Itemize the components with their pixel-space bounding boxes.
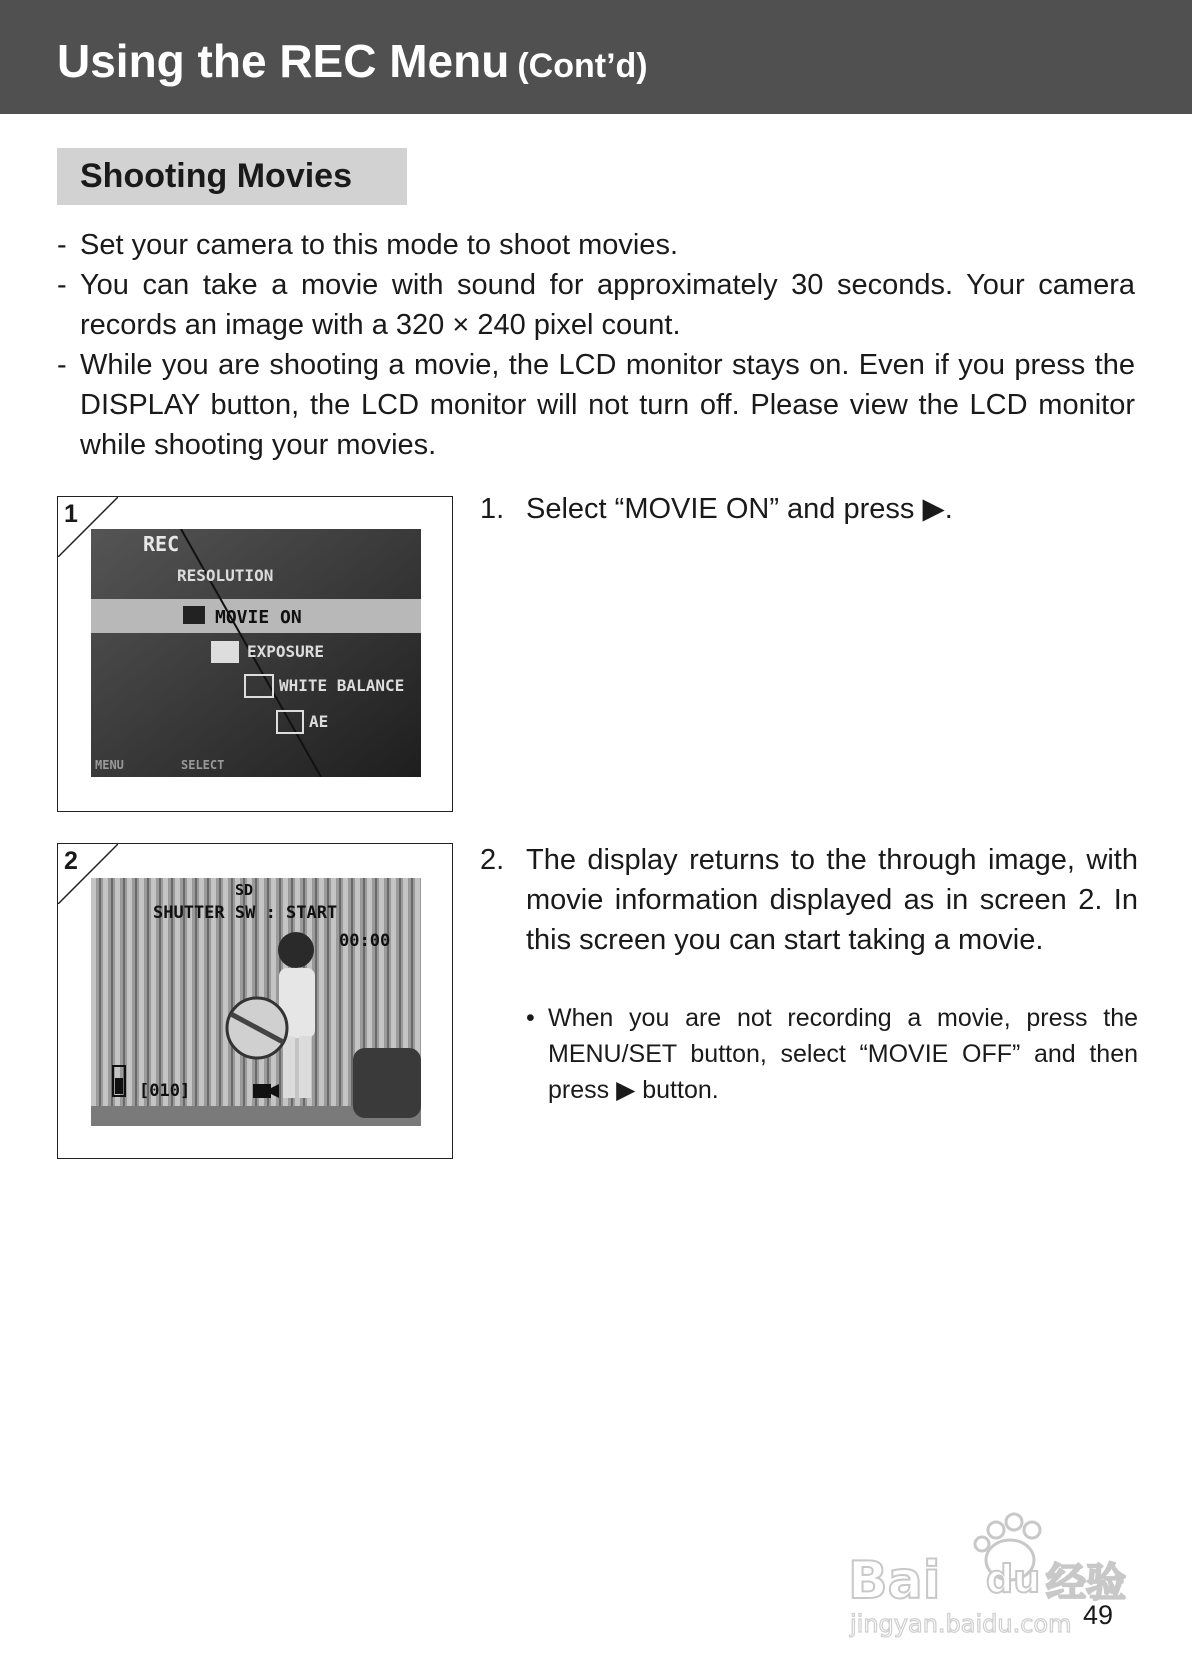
step-2-note-text: When you are not recording a movie, press the MENU/SET button, select “MOVIE OFF” and then press ▶ button.	[548, 1004, 1138, 1104]
screen-2-number: 2	[64, 847, 78, 875]
menu-item-exposure: EXPOSURE	[247, 642, 325, 661]
movie-icon	[183, 606, 205, 624]
step-2-number: 2.	[480, 844, 505, 876]
movie-through-image	[91, 878, 421, 1126]
page-title-main: Using the REC Menu	[57, 35, 510, 87]
storage-label: SD	[235, 881, 254, 899]
bullet-marker: •	[526, 1004, 535, 1032]
step-2-note	[526, 1000, 1138, 1108]
watermark-cn: 经验	[1046, 1560, 1126, 1606]
dash-marker: -	[57, 229, 67, 261]
shutter-instruction: SHUTTER SW : START	[153, 903, 338, 923]
menu-footer-left: MENU	[95, 758, 124, 772]
menu-title: REC	[143, 532, 180, 556]
sofa	[353, 1048, 421, 1118]
section-heading: Shooting Movies	[57, 148, 407, 205]
child-head	[278, 932, 314, 968]
menu-item-ae: AE	[309, 712, 329, 731]
child-leg-left	[283, 1036, 295, 1098]
battery-level	[115, 1078, 123, 1094]
movie-timer: 00:00	[339, 931, 391, 951]
dash-marker: -	[57, 269, 67, 301]
watermark-brand: Bai	[848, 1551, 941, 1611]
step-1-number: 1.	[480, 493, 505, 525]
menu-item-movie-on: MOVIE ON	[215, 607, 302, 628]
menu-item-resolution: RESOLUTION	[177, 566, 274, 585]
step-1-text: Select “MOVIE ON” and press ▶.	[526, 493, 953, 525]
child-leg-right	[299, 1036, 311, 1098]
step-1	[480, 489, 1138, 529]
screen-1-frame	[57, 496, 453, 812]
screen-1-lcd	[91, 529, 421, 777]
intro-item-text: While you are shooting a movie, the LCD monitor stays on. Even if you press the DISPLAY button, the LCD monitor will not turn off. Please view the LCD monitor while shooting your movies.	[80, 349, 1135, 461]
movie-camera-icon	[253, 1084, 271, 1098]
screen-2-lcd	[91, 878, 421, 1126]
frame-counter: [010]	[139, 1081, 191, 1101]
rec-menu-screen	[91, 529, 421, 777]
step-2	[480, 840, 1138, 960]
intro-item	[57, 225, 1135, 265]
page-title-sub: (Cont’d)	[517, 47, 648, 85]
intro-list	[57, 225, 1135, 465]
page-number: 49	[1083, 1600, 1114, 1630]
intro-item-text: You can take a movie with sound for approximately 30 seconds. Your camera records an image with a 320 × 240 pixel count.	[80, 269, 1135, 341]
intro-item	[57, 345, 1135, 465]
menu-item-white-balance: WHITE BALANCE	[279, 676, 405, 695]
page-title	[57, 35, 648, 87]
watermark-url: jingyan.baidu.com	[850, 1610, 1072, 1638]
dash-marker: -	[57, 349, 67, 381]
step-2-text: The display returns to the through image, with movie information displayed as in screen 2. In this screen you can start taking a movie.	[526, 844, 1138, 956]
screen-2-frame	[57, 843, 453, 1159]
intro-item-text: Set your camera to this mode to shoot movies.	[80, 229, 678, 261]
intro-item	[57, 265, 1135, 345]
exposure-icon	[211, 641, 239, 663]
menu-footer-mid: SELECT	[181, 758, 225, 772]
screen-1-number: 1	[64, 500, 78, 528]
watermark-brand2: du	[986, 1557, 1041, 1601]
